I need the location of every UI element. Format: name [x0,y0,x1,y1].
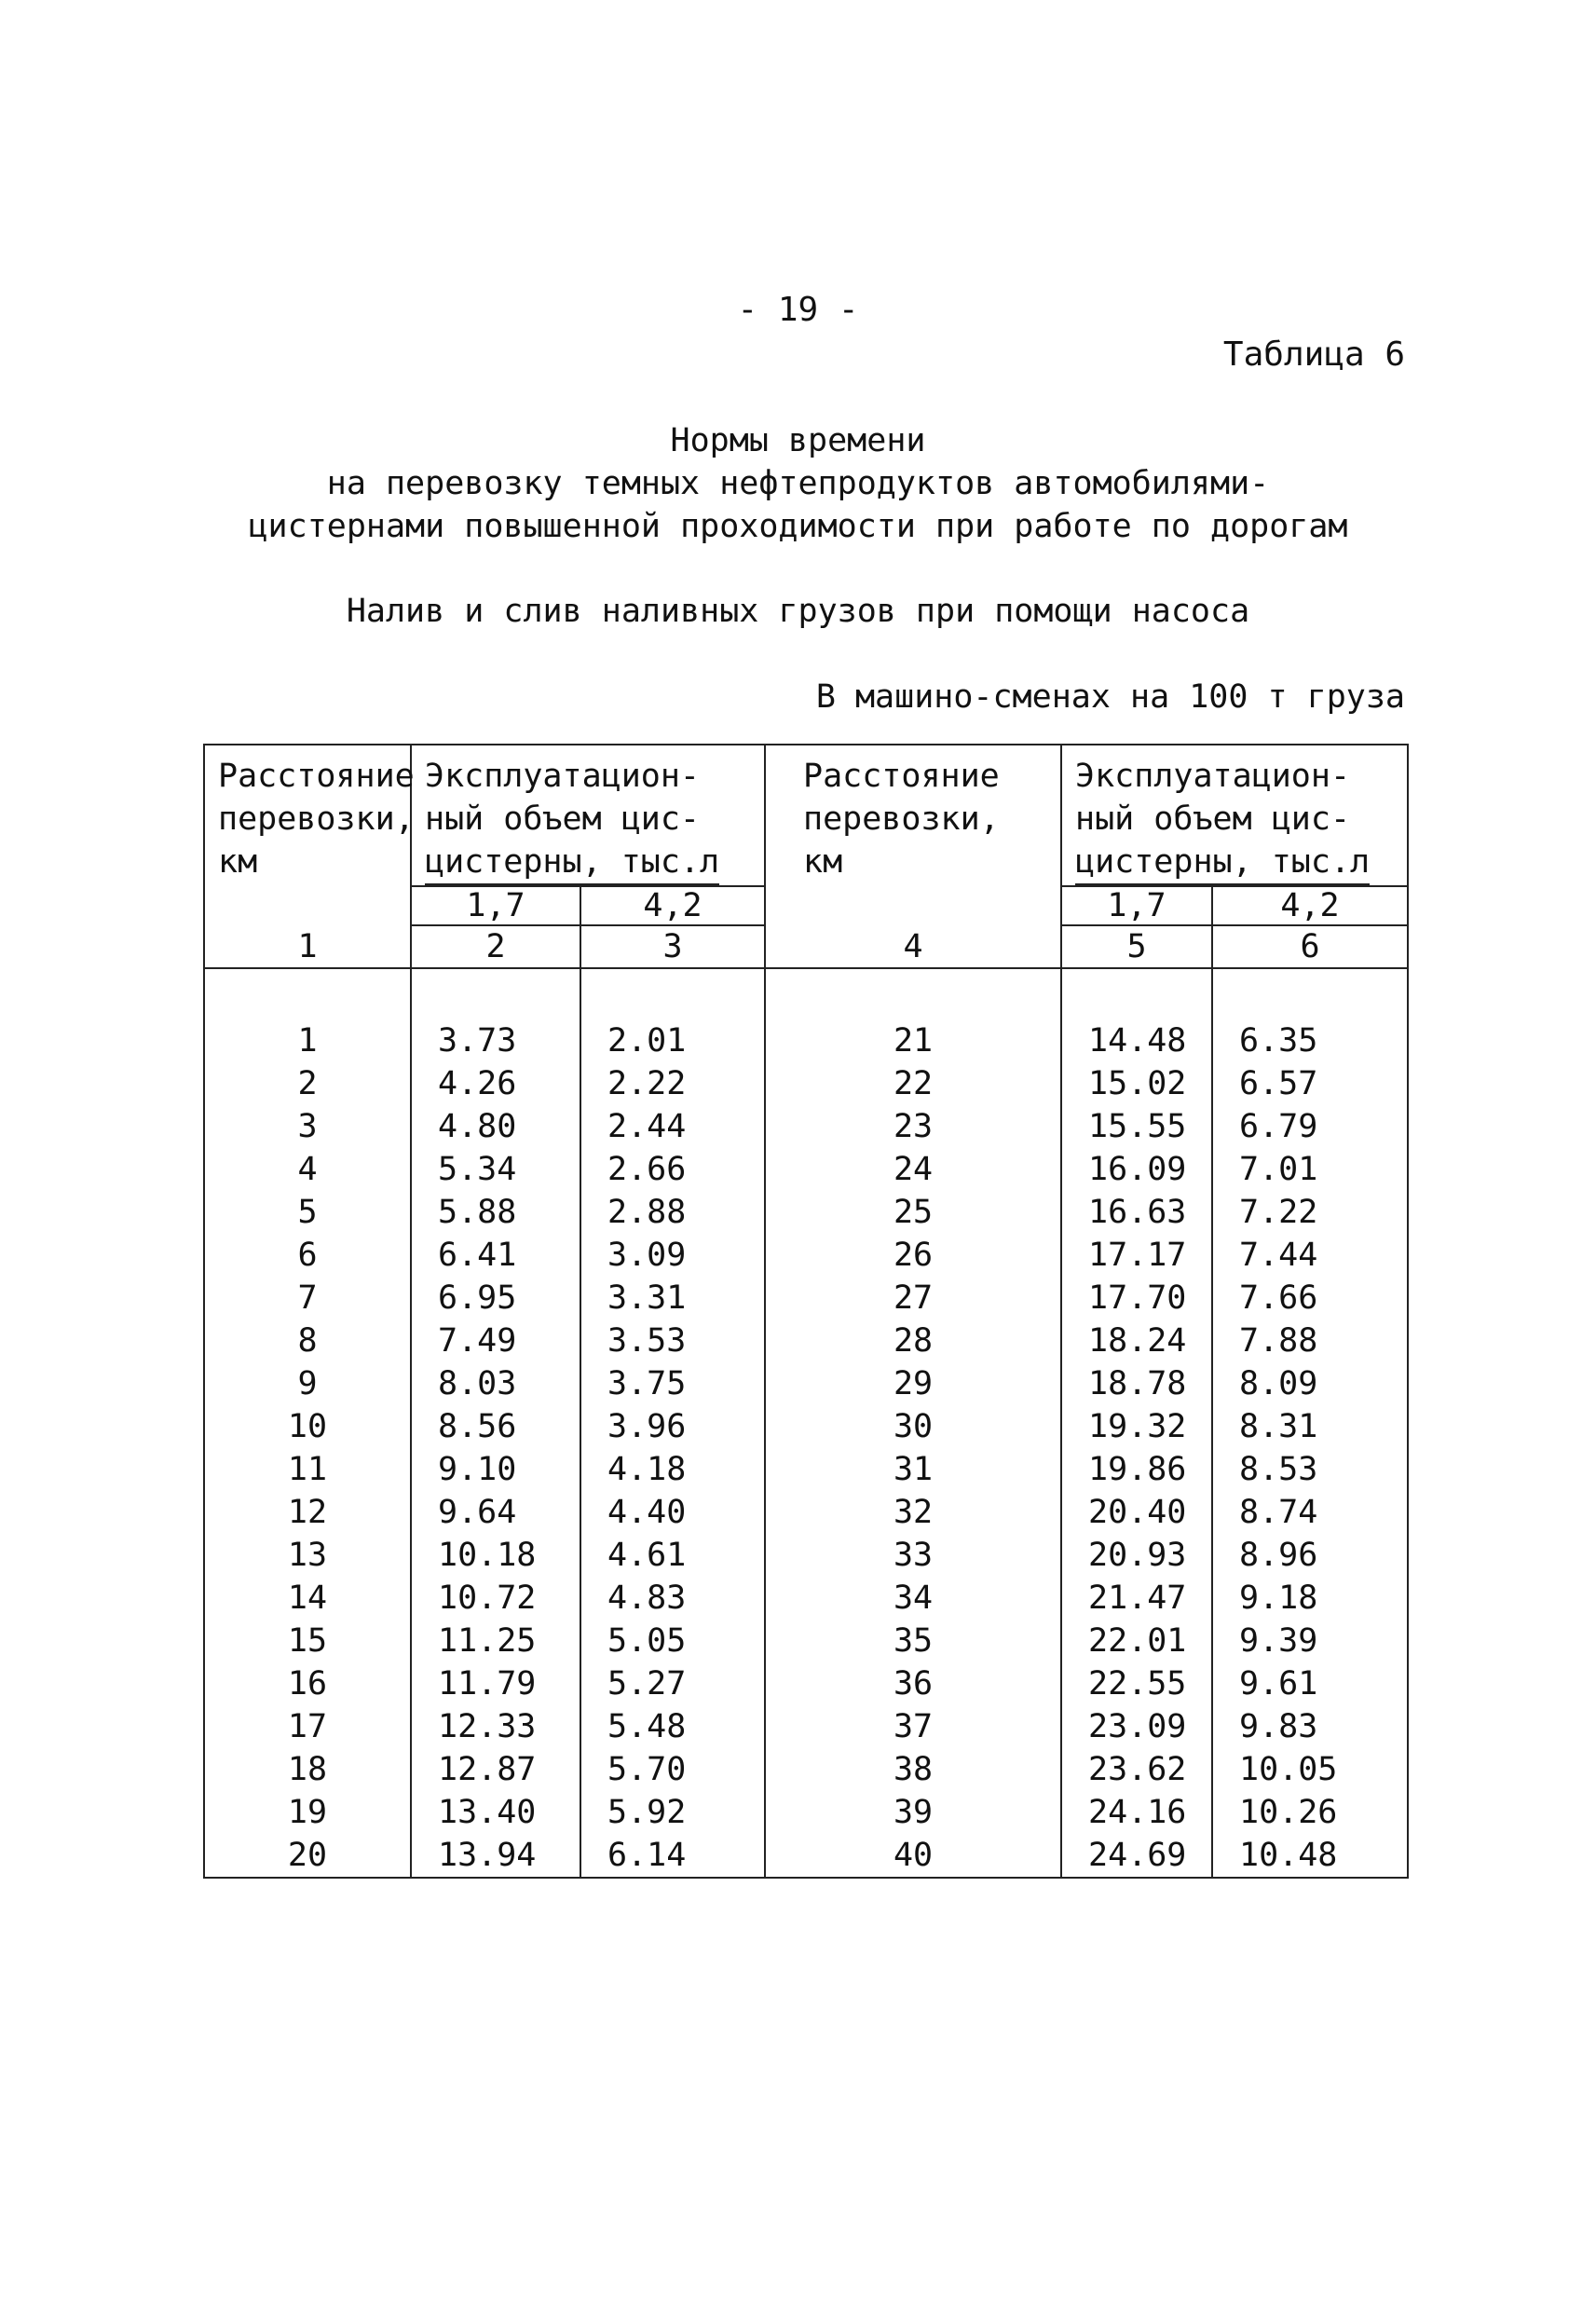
cell-distance-km: 29 [765,1362,1061,1405]
cell-value-4-2: 2.88 [580,1191,765,1234]
table-row [204,1105,1408,1148]
cell-distance-km: 34 [765,1577,1061,1620]
cell-distance-km: 21 [765,1019,1061,1062]
cell-value-1-7: 11.25 [411,1620,580,1662]
table-row [204,1534,1408,1577]
header-vol-1-7-left: 1,7 [411,886,580,925]
cell-value-1-7: 20.93 [1061,1534,1212,1577]
page-number: - 19 - [737,291,859,329]
cell-value-4-2: 9.83 [1212,1705,1408,1748]
table-row [204,1405,1408,1448]
table-row [204,1705,1408,1748]
table-row [204,1748,1408,1791]
cell-value-4-2: 7.88 [1212,1320,1408,1362]
cell-distance-km: 40 [765,1834,1061,1878]
header-vol-1-7-right: 1,7 [1061,886,1212,925]
cell-value-4-2: 8.96 [1212,1534,1408,1577]
cell-value-4-2: 10.26 [1212,1791,1408,1834]
cell-distance-km: 24 [765,1148,1061,1191]
cell-distance-km: 30 [765,1405,1061,1448]
header-volume-left: Эксплуатацион- ный объем цис- цистерны, тыс.л [411,745,765,886]
cell-value-1-7: 22.55 [1061,1662,1212,1705]
units-note: В машино-сменах на 100 т груза [815,678,1405,716]
cell-distance-km: 26 [765,1234,1061,1277]
header-distance-left: Расстояние перевозки, км [204,745,411,925]
cell-value-4-2: 4.83 [580,1577,765,1620]
cell-distance-km: 2 [204,1062,411,1105]
cell-value-1-7: 6.95 [411,1277,580,1320]
cell-distance-km: 18 [204,1748,411,1791]
cell-distance-km: 35 [765,1620,1061,1662]
column-number: 5 [1061,925,1212,968]
cell-distance-km: 15 [204,1620,411,1662]
header-vol-4-2-left: 4,2 [580,886,765,925]
cell-value-1-7: 8.03 [411,1362,580,1405]
cell-value-1-7: 12.87 [411,1748,580,1791]
cell-value-1-7: 16.63 [1061,1191,1212,1234]
cell-value-4-2: 8.31 [1212,1405,1408,1448]
cell-value-4-2: 4.18 [580,1448,765,1491]
title-line: цистернами повышенной проходимости при работе по дорогам [248,508,1348,545]
cell-value-1-7: 16.09 [1061,1148,1212,1191]
cell-distance-km: 37 [765,1705,1061,1748]
cell-value-1-7: 21.47 [1061,1577,1212,1620]
cell-distance-km: 12 [204,1491,411,1534]
table-row [204,1362,1408,1405]
table-spacer-row [204,968,1408,1019]
document-subtitle: Налив и слив наливных грузов при помощи насоса [346,593,1250,630]
cell-value-4-2: 7.22 [1212,1191,1408,1234]
cell-distance-km: 36 [765,1662,1061,1705]
cell-value-4-2: 2.01 [580,1019,765,1062]
cell-value-4-2: 10.48 [1212,1834,1408,1878]
cell-value-1-7: 14.48 [1061,1019,1212,1062]
column-number: 6 [1212,925,1408,968]
cell-value-1-7: 18.24 [1061,1320,1212,1362]
cell-distance-km: 9 [204,1362,411,1405]
cell-distance-km: 33 [765,1534,1061,1577]
cell-value-1-7: 13.40 [411,1791,580,1834]
column-number: 3 [580,925,765,968]
norms-table [203,744,1409,1879]
cell-value-1-7: 24.16 [1061,1791,1212,1834]
cell-value-4-2: 3.96 [580,1405,765,1448]
table-row [204,1019,1408,1062]
cell-distance-km: 4 [204,1148,411,1191]
cell-value-1-7: 3.73 [411,1019,580,1062]
cell-value-4-2: 6.14 [580,1834,765,1878]
cell-value-4-2: 2.66 [580,1148,765,1191]
cell-value-1-7: 18.78 [1061,1362,1212,1405]
cell-value-1-7: 7.49 [411,1320,580,1362]
table-row [204,1577,1408,1620]
cell-distance-km: 8 [204,1320,411,1362]
cell-distance-km: 14 [204,1577,411,1620]
cell-value-1-7: 13.94 [411,1834,580,1878]
cell-distance-km: 16 [204,1662,411,1705]
cell-distance-km: 11 [204,1448,411,1491]
cell-value-1-7: 15.55 [1061,1105,1212,1148]
cell-value-4-2: 5.05 [580,1620,765,1662]
cell-distance-km: 13 [204,1534,411,1577]
cell-distance-km: 5 [204,1191,411,1234]
table-row [204,1234,1408,1277]
table-row [204,1662,1408,1705]
cell-value-4-2: 4.61 [580,1534,765,1577]
cell-value-1-7: 15.02 [1061,1062,1212,1105]
table-row [204,1834,1408,1878]
cell-distance-km: 23 [765,1105,1061,1148]
cell-distance-km: 22 [765,1062,1061,1105]
cell-value-4-2: 2.44 [580,1105,765,1148]
cell-value-1-7: 23.62 [1061,1748,1212,1791]
cell-value-1-7: 17.17 [1061,1234,1212,1277]
table-row [204,1320,1408,1362]
cell-distance-km: 27 [765,1277,1061,1320]
table-row [204,1277,1408,1320]
cell-value-4-2: 8.74 [1212,1491,1408,1534]
cell-value-1-7: 19.32 [1061,1405,1212,1448]
cell-value-4-2: 6.35 [1212,1019,1408,1062]
cell-value-1-7: 4.26 [411,1062,580,1105]
table-row [204,1148,1408,1191]
cell-value-4-2: 7.66 [1212,1277,1408,1320]
cell-distance-km: 25 [765,1191,1061,1234]
column-number: 4 [765,925,1061,968]
cell-value-1-7: 17.70 [1061,1277,1212,1320]
title-line: на перевозку темных нефтепродуктов автомобилями- [326,465,1270,502]
table-label: Таблица 6 [1222,335,1405,374]
cell-value-4-2: 3.31 [580,1277,765,1320]
cell-value-1-7: 5.88 [411,1191,580,1234]
table-row [204,1448,1408,1491]
cell-value-1-7: 9.64 [411,1491,580,1534]
cell-distance-km: 31 [765,1448,1061,1491]
cell-value-4-2: 8.09 [1212,1362,1408,1405]
cell-value-1-7: 8.56 [411,1405,580,1448]
cell-distance-km: 32 [765,1491,1061,1534]
cell-distance-km: 6 [204,1234,411,1277]
cell-distance-km: 17 [204,1705,411,1748]
table-row [204,1062,1408,1105]
norms-table-container [203,744,1407,1879]
cell-value-1-7: 20.40 [1061,1491,1212,1534]
cell-value-4-2: 8.53 [1212,1448,1408,1491]
header-distance-right: Расстояние перевозки, км [765,745,1061,925]
cell-value-1-7: 6.41 [411,1234,580,1277]
cell-value-4-2: 3.09 [580,1234,765,1277]
cell-distance-km: 10 [204,1405,411,1448]
document-title [0,419,1596,548]
cell-value-4-2: 9.18 [1212,1577,1408,1620]
cell-value-4-2: 9.61 [1212,1662,1408,1705]
table-row [204,1620,1408,1662]
cell-value-1-7: 24.69 [1061,1834,1212,1878]
cell-distance-km: 1 [204,1019,411,1062]
cell-distance-km: 3 [204,1105,411,1148]
table-row [204,1491,1408,1534]
cell-distance-km: 19 [204,1791,411,1834]
column-number: 2 [411,925,580,968]
cell-value-4-2: 5.48 [580,1705,765,1748]
header-vol-4-2-right: 4,2 [1212,886,1408,925]
cell-value-4-2: 3.75 [580,1362,765,1405]
cell-value-4-2: 3.53 [580,1320,765,1362]
cell-value-1-7: 22.01 [1061,1620,1212,1662]
cell-value-1-7: 10.18 [411,1534,580,1577]
cell-value-4-2: 9.39 [1212,1620,1408,1662]
cell-value-4-2: 7.44 [1212,1234,1408,1277]
cell-value-4-2: 2.22 [580,1062,765,1105]
column-number: 1 [204,925,411,968]
cell-distance-km: 28 [765,1320,1061,1362]
cell-value-4-2: 6.57 [1212,1062,1408,1105]
cell-value-1-7: 11.79 [411,1662,580,1705]
cell-value-4-2: 4.40 [580,1491,765,1534]
cell-value-4-2: 5.92 [580,1791,765,1834]
cell-value-1-7: 5.34 [411,1148,580,1191]
cell-distance-km: 38 [765,1748,1061,1791]
cell-value-4-2: 10.05 [1212,1748,1408,1791]
cell-distance-km: 39 [765,1791,1061,1834]
cell-distance-km: 20 [204,1834,411,1878]
cell-value-1-7: 4.80 [411,1105,580,1148]
table-row [204,1791,1408,1834]
table-row [204,1191,1408,1234]
cell-value-1-7: 19.86 [1061,1448,1212,1491]
title-line: Нормы времени [670,422,926,459]
cell-value-1-7: 12.33 [411,1705,580,1748]
header-volume-right: Эксплуатацион- ный объем цис- цистерны, тыс.л [1061,745,1408,886]
cell-value-1-7: 10.72 [411,1577,580,1620]
cell-value-4-2: 5.70 [580,1748,765,1791]
table-body [204,968,1408,1878]
cell-value-4-2: 5.27 [580,1662,765,1705]
cell-value-4-2: 6.79 [1212,1105,1408,1148]
cell-value-1-7: 9.10 [411,1448,580,1491]
cell-value-1-7: 23.09 [1061,1705,1212,1748]
cell-distance-km: 7 [204,1277,411,1320]
cell-value-4-2: 7.01 [1212,1148,1408,1191]
